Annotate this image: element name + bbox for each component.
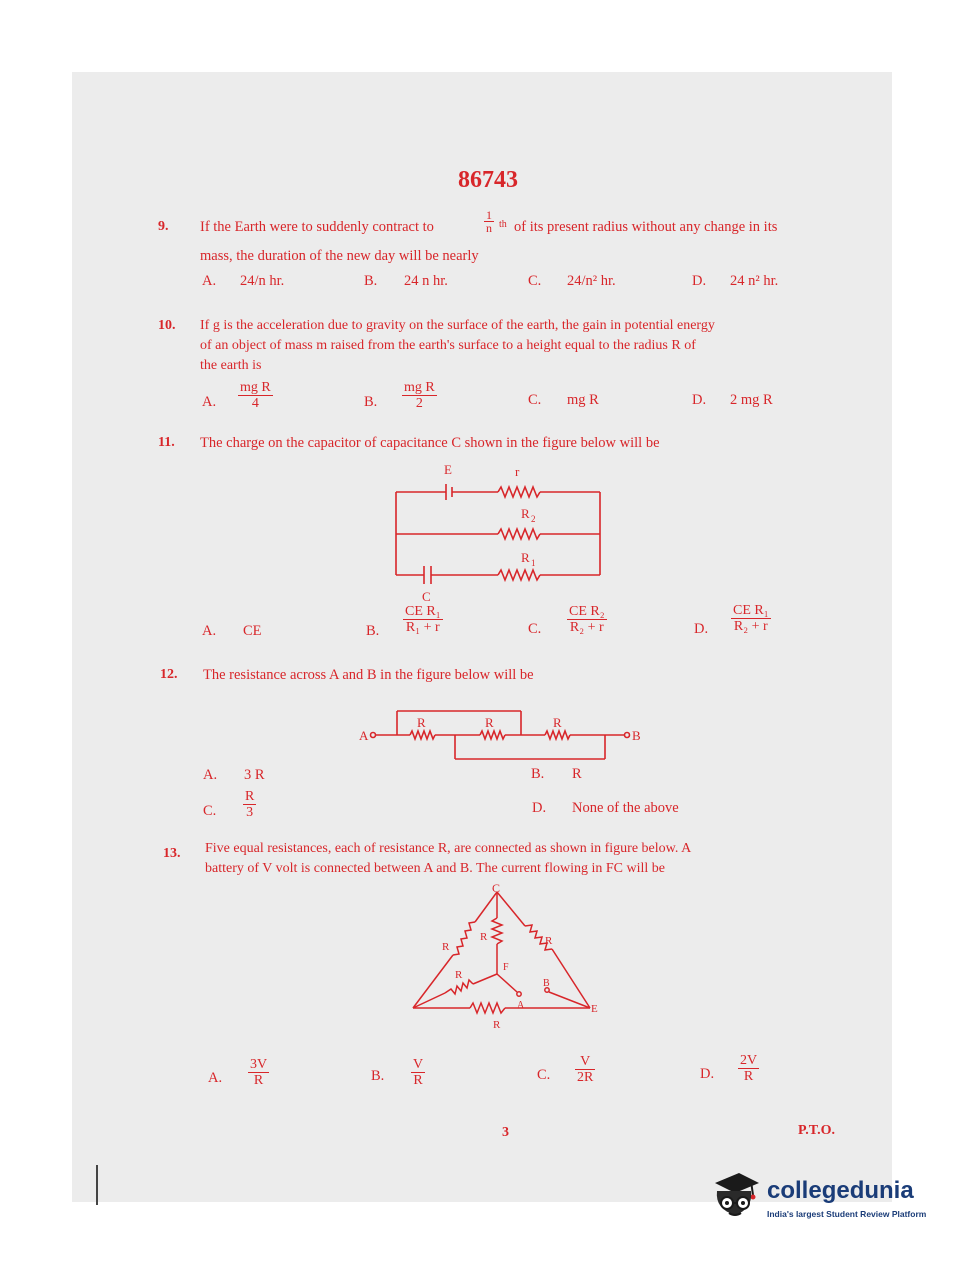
label-a: A <box>359 728 369 743</box>
q9-superscript-th: th <box>499 219 507 230</box>
q13-text-line2: battery of V volt is connected between A and B. The current flowing in FC will be <box>205 861 665 876</box>
resistor-r2 <box>498 529 540 539</box>
q13-option-b-letter: B. <box>371 1068 385 1084</box>
q10-option-c-letter: C. <box>528 392 542 408</box>
label-b: B <box>543 978 550 989</box>
brand-name: collegedunia <box>767 1177 914 1204</box>
q12-option-c: $\frac{R}{3}$ <box>245 789 255 820</box>
label-r: r <box>515 464 520 479</box>
q9-option-b-letter: B. <box>364 273 378 289</box>
label-r1-sub: 1 <box>531 558 536 568</box>
q9-text-line2: mass, the duration of the new day will be nearly <box>200 248 479 264</box>
q12-text: The resistance across A and B in the figure below will be <box>203 667 534 683</box>
label-e: E <box>591 1003 598 1015</box>
paper-code: 86743 <box>458 167 518 193</box>
label-r-1: R <box>417 715 426 730</box>
q10-option-c: mg R <box>567 392 599 408</box>
collegedunia-watermark[interactable] <box>705 1165 940 1235</box>
q9-option-c: 24/n² hr. <box>567 273 616 289</box>
q12-option-a-letter: A. <box>203 767 218 783</box>
label-r-left: R <box>442 941 450 953</box>
q9-option-c-letter: C. <box>528 273 542 289</box>
q13-option-a-letter: A. <box>208 1070 223 1086</box>
q12-option-b: R <box>572 766 582 782</box>
q11-option-d: $\frac{\text{CE R₁}}{\text{R₂ + r}}$ <box>733 603 769 634</box>
q10-text-line2: of an object of mass m raised from the earth's surface to a height equal to the radius R of <box>200 338 696 353</box>
mascot-icon <box>705 1169 763 1227</box>
resistor-cf <box>492 918 502 944</box>
q11-option-b-letter: B. <box>366 623 380 639</box>
q12-option-d-letter: D. <box>532 800 547 816</box>
label-r-cf: R <box>480 931 488 943</box>
q12-option-a: 3 R <box>244 767 265 783</box>
q10-text-line1: If g is the acceleration due to gravity on the surface of the earth, the gain in potential energy <box>200 318 715 333</box>
q9-option-d-letter: D. <box>692 273 707 289</box>
label-f: F <box>503 962 509 973</box>
q12-circuit-figure <box>355 705 655 765</box>
q11-text: The charge on the capacitor of capacitance C shown in the figure below will be <box>200 435 660 451</box>
q9-option-b: 24 n hr. <box>404 273 448 289</box>
q11-option-d-letter: D. <box>694 621 709 637</box>
q11-number: 11. <box>158 435 175 450</box>
pto-label: P.T.O. <box>798 1123 835 1138</box>
label-r2-sub: 2 <box>531 514 536 524</box>
q11-circuit-figure <box>390 458 610 608</box>
q11-option-a-letter: A. <box>202 623 217 639</box>
label-e: E <box>444 462 452 477</box>
resistor-1 <box>410 731 435 739</box>
label-a: A <box>517 1000 525 1011</box>
resistor-3 <box>545 731 570 739</box>
q9-text-pre: If the Earth were to suddenly contract to <box>200 219 434 235</box>
q11-option-a: CE <box>243 623 262 639</box>
q12-option-c-letter: C. <box>203 803 217 819</box>
q12-option-b-letter: B. <box>531 766 545 782</box>
q10-option-a: $\frac{\text{mg R}}{4}$ <box>240 380 271 411</box>
label-r1: R <box>521 550 530 565</box>
resistor-r1 <box>498 570 540 580</box>
label-r-right: R <box>545 935 553 947</box>
q10-number: 10. <box>158 318 176 333</box>
margin-mark <box>96 1165 98 1205</box>
label-r2: R <box>521 506 530 521</box>
q13-option-a: $\frac{3V}{R}$ <box>250 1057 268 1088</box>
q9-fraction: $\frac{1}{n}$ <box>486 208 492 235</box>
scanned-page <box>72 72 892 1202</box>
q10-option-d: 2 mg R <box>730 392 773 408</box>
q11-option-c: $\frac{\text{CE R₂}}{\text{R₂ + r}}$ <box>569 604 605 635</box>
q12-number: 12. <box>160 667 178 682</box>
q9-option-d: 24 n² hr. <box>730 273 779 289</box>
q10-option-b: $\frac{\text{mg R}}{2}$ <box>404 380 435 411</box>
resistor-fl <box>445 980 473 994</box>
q10-option-b-letter: B. <box>364 394 378 410</box>
q11-option-b: $\frac{\text{CE R₁}}{\text{R₁ + r}}$ <box>405 604 441 635</box>
q13-number: 13. <box>163 846 181 861</box>
q13-text-line1: Five equal resistances, each of resistance R, are connected as shown in figure below. A <box>205 841 692 856</box>
terminal-a <box>371 733 376 738</box>
page-number: 3 <box>502 1125 509 1140</box>
q13-option-b: $\frac{V}{R}$ <box>413 1057 424 1088</box>
q10-option-d-letter: D. <box>692 392 707 408</box>
label-r-2: R <box>485 715 494 730</box>
q9-text-post: of its present radius without any change in its <box>514 219 778 235</box>
q9-option-a: 24/n hr. <box>240 273 285 289</box>
label-r-base: R <box>493 1019 501 1030</box>
q9-number: 9. <box>158 219 169 234</box>
q13-circuit-figure <box>395 880 615 1030</box>
q10-option-a-letter: A. <box>202 394 217 410</box>
label-b: B <box>632 728 641 743</box>
brand-tagline: India's largest Student Review Platform <box>767 1209 927 1219</box>
label-c: C <box>492 881 501 895</box>
resistor-2 <box>480 731 505 739</box>
q13-option-d-letter: D. <box>700 1066 715 1082</box>
q11-option-c-letter: C. <box>528 621 542 637</box>
label-c: C <box>422 589 431 604</box>
q10-text-line3: the earth is <box>200 358 262 373</box>
label-r-fl: R <box>455 969 463 981</box>
q13-option-c: $\frac{V}{2R}$ <box>577 1054 594 1085</box>
terminal-a <box>517 992 521 996</box>
q12-option-d: None of the above <box>572 800 679 816</box>
resistor-base <box>470 1003 505 1013</box>
q13-option-d: $\frac{2V}{R}$ <box>740 1053 758 1084</box>
q13-option-c-letter: C. <box>537 1067 551 1083</box>
terminal-b <box>625 733 630 738</box>
resistor-cl <box>453 922 475 955</box>
q9-option-a-letter: A. <box>202 273 217 289</box>
resistor-r <box>498 487 540 497</box>
label-r-3: R <box>553 715 562 730</box>
